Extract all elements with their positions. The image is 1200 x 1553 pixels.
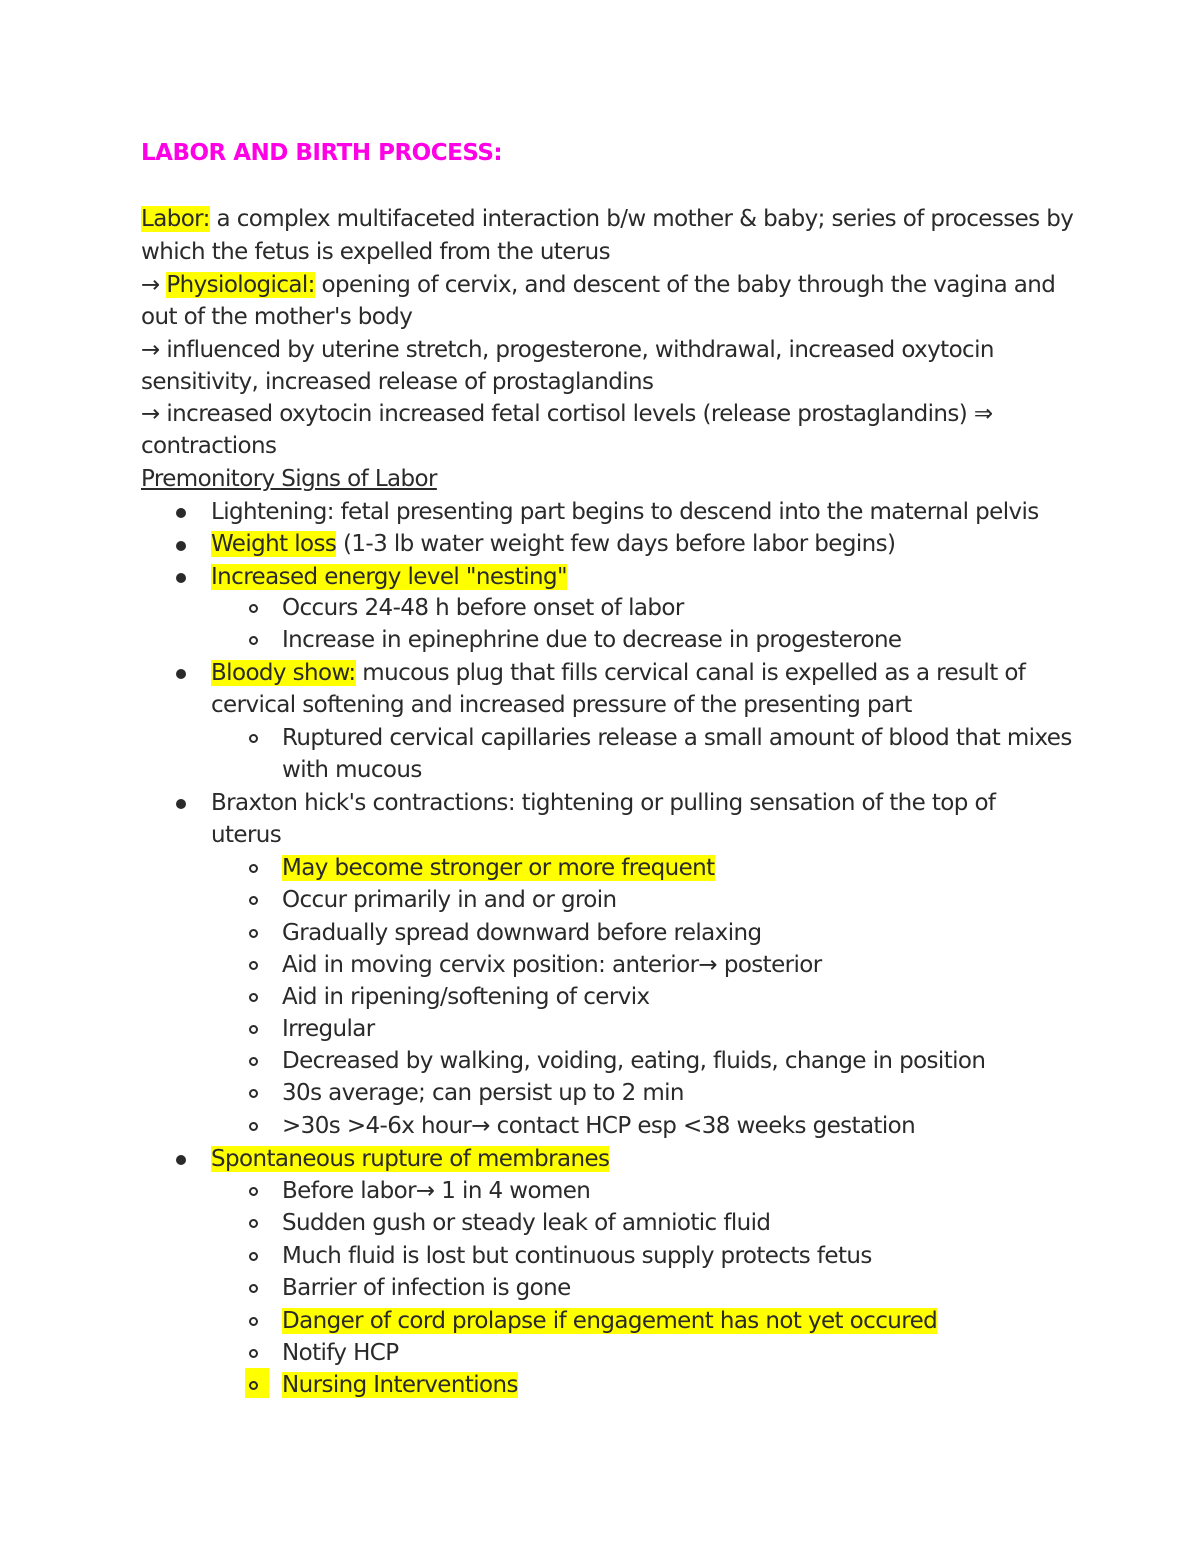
page-title: LABOR AND BIRTH PROCESS: xyxy=(141,140,503,166)
srom-sub-item: Barrier of infection is gone xyxy=(282,1275,571,1301)
energy-sub-item: Increase in epinephrine due to decrease in progesterone xyxy=(282,627,902,653)
sub-bullet-icon xyxy=(249,1089,258,1098)
bloody-show-term: Bloody show: xyxy=(211,660,356,686)
srom-sub-item: Much fluid is lost but continuous supply protects fetus xyxy=(282,1243,872,1269)
oxytocin-line-1: → increased oxytocin increased fetal cortisol levels (release prostaglandins) ⇒ xyxy=(141,401,993,427)
bullet-icon xyxy=(176,669,186,679)
sub-bullet-icon xyxy=(249,1284,258,1293)
braxton-sub-item: Gradually spread downward before relaxing xyxy=(282,920,762,946)
labor-term: Labor: xyxy=(141,206,210,232)
sub-bullet-icon xyxy=(249,929,258,938)
influenced-line-1: → influenced by uterine stretch, progesterone, withdrawal, increased oxytocin xyxy=(141,337,994,363)
arrow-icon: → xyxy=(141,337,160,363)
bullet-icon xyxy=(176,541,186,551)
srom-sub-item: Sudden gush or steady leak of amniotic fluid xyxy=(282,1210,771,1236)
sub-bullet-icon xyxy=(249,993,258,1002)
sub-bullet-icon xyxy=(249,1381,258,1390)
bloody-show-line-1: Bloody show: mucous plug that fills cervical canal is expelled as a result of xyxy=(211,660,1026,686)
braxton-sub-item: >30s >4-6x hour→ contact HCP esp <38 weeks gestation xyxy=(282,1113,916,1139)
physiological-line-1: → Physiological: opening of cervix, and descent of the baby through the vagina and xyxy=(141,272,1056,298)
physiological-term: Physiological: xyxy=(166,272,315,298)
bloody-show-line-2: cervical softening and increased pressure of the presenting part xyxy=(211,692,912,718)
braxton-sub-item: Aid in moving cervix position: anterior→ posterior xyxy=(282,952,822,978)
sub-bullet-icon xyxy=(249,961,258,970)
braxton-sub-item: Aid in ripening/softening of cervix xyxy=(282,984,650,1010)
energy-item: Increased energy level "nesting" xyxy=(211,564,567,590)
influenced-line-2: sensitivity, increased release of prostaglandins xyxy=(141,369,654,395)
energy-sub-item: Occurs 24-48 h before onset of labor xyxy=(282,595,684,621)
sub-bullet-icon xyxy=(249,1122,258,1131)
sub-bullet-icon xyxy=(249,1219,258,1228)
oxytocin-line-2: contractions xyxy=(141,433,277,459)
braxton-sub-item: Irregular xyxy=(282,1016,375,1042)
braxton-sub-item: 30s average; can persist up to 2 min xyxy=(282,1080,684,1106)
arrow-icon: → xyxy=(141,272,160,298)
physiological-line-2: out of the mother's body xyxy=(141,304,413,330)
bloody-show-sub-line-2: with mucous xyxy=(282,757,422,783)
srom-item: Spontaneous rupture of membranes xyxy=(211,1146,610,1172)
srom-sub-item: Nursing Interventions xyxy=(282,1372,518,1398)
sub-bullet-icon xyxy=(249,1187,258,1196)
braxton-sub-item: Occur primarily in and or groin xyxy=(282,887,617,913)
braxton-line-2: uterus xyxy=(211,822,282,848)
sub-bullet-icon xyxy=(249,1317,258,1326)
sub-bullet-icon xyxy=(249,1057,258,1066)
labor-definition-line-1: Labor: a complex multifaceted interaction b/w mother & baby; series of processes by xyxy=(141,206,1074,232)
sub-bullet-icon xyxy=(249,896,258,905)
sub-bullet-icon xyxy=(249,1025,258,1034)
braxton-sub-item: May become stronger or more frequent xyxy=(282,855,715,881)
sub-bullet-icon xyxy=(249,734,258,743)
premonitory-heading: Premonitory Signs of Labor xyxy=(141,466,437,492)
bullet-icon xyxy=(176,1155,186,1165)
sub-bullet-icon xyxy=(249,604,258,613)
labor-definition-line-2: which the fetus is expelled from the uterus xyxy=(141,239,610,265)
lightening-item: Lightening: fetal presenting part begins to descend into the maternal pelvis xyxy=(211,499,1039,525)
sub-bullet-icon xyxy=(249,1349,258,1358)
braxton-line-1: Braxton hick's contractions: tightening or pulling sensation of the top of xyxy=(211,790,996,816)
bloody-show-sub-line-1: Ruptured cervical capillaries release a small amount of blood that mixes xyxy=(282,725,1072,751)
arrow-icon: → xyxy=(141,401,160,427)
sub-bullet-icon xyxy=(249,864,258,873)
bullet-icon xyxy=(176,573,186,583)
srom-sub-item: Danger of cord prolapse if engagement has not yet occured xyxy=(282,1308,938,1334)
weight-loss-term: Weight loss xyxy=(211,531,337,557)
bullet-icon xyxy=(176,799,186,809)
sub-bullet-icon xyxy=(249,636,258,645)
srom-sub-item: Notify HCP xyxy=(282,1340,399,1366)
braxton-sub-item: Decreased by walking, voiding, eating, fluids, change in position xyxy=(282,1048,986,1074)
weight-loss-item: Weight loss (1-3 lb water weight few days before labor begins) xyxy=(211,531,896,557)
srom-sub-item: Before labor→ 1 in 4 women xyxy=(282,1178,591,1204)
sub-bullet-icon xyxy=(249,1252,258,1261)
bullet-icon xyxy=(176,508,186,518)
